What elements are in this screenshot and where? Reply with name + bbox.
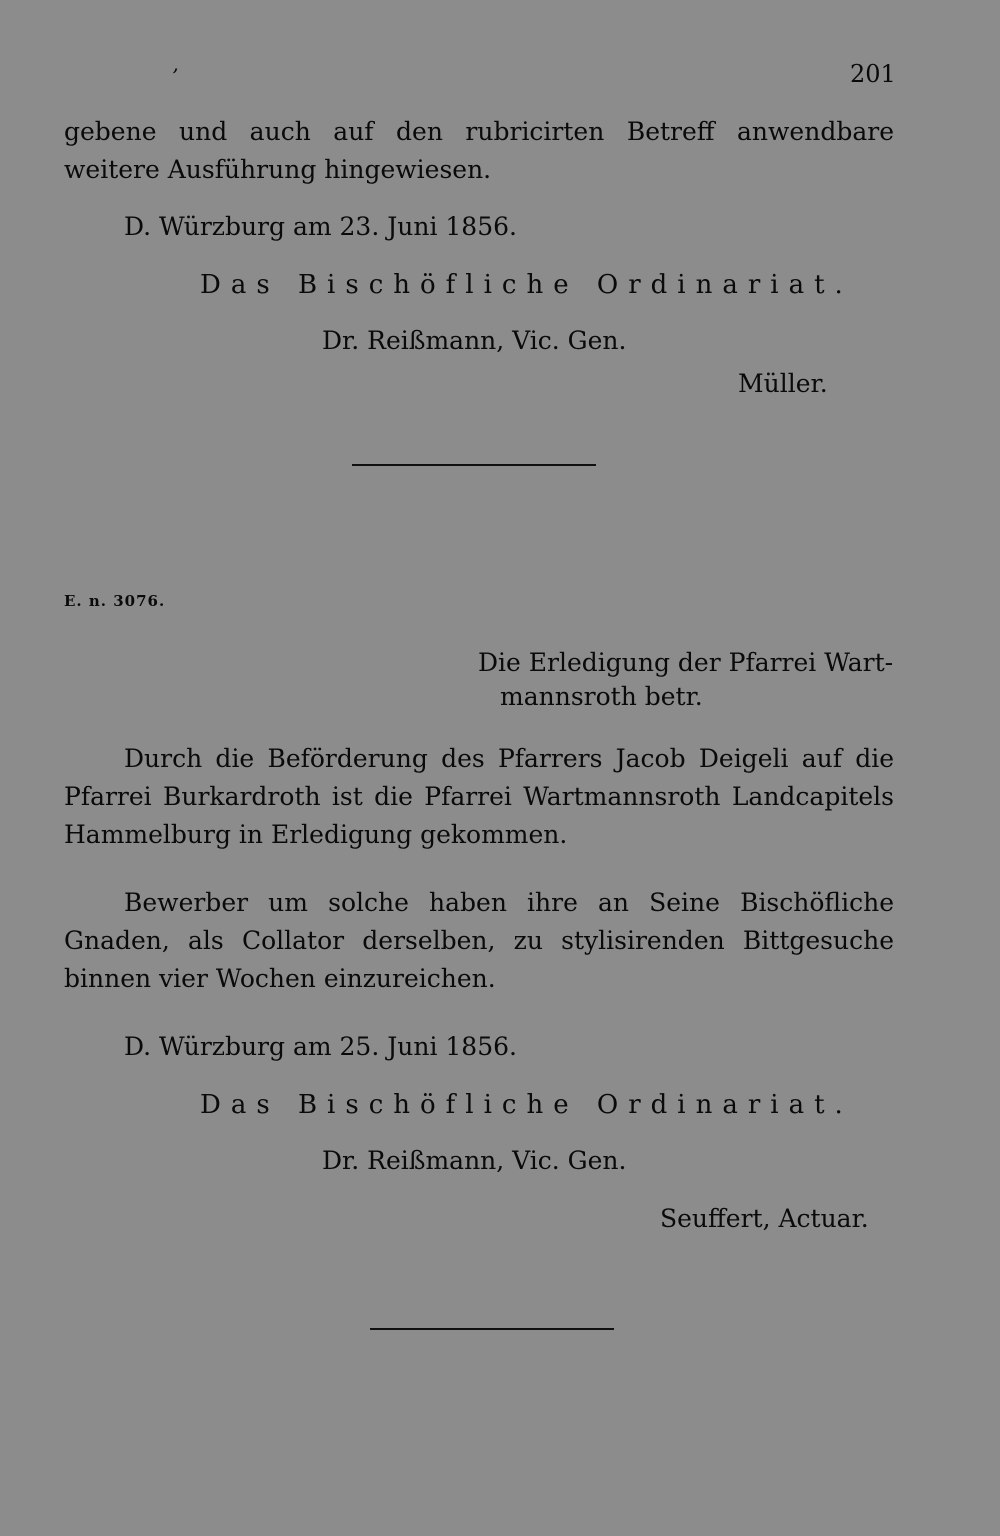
section1-issuer: Das Bischöfliche Ordinariat.	[200, 270, 853, 300]
subject-line-1: Die Erledigung der Pfarrei Wart-	[478, 648, 894, 677]
section1-paragraph: gebene und auch auf den rubricirten Betreff anwendbare weitere Ausführung hingewiesen.	[64, 117, 894, 184]
section1-date-line: D. Würzburg am 23. Juni 1856.	[124, 212, 517, 241]
section2-paragraph-2: Bewerber um solche haben ihre an Seine Bischöfliche Gnaden, als Collator derselben, zu stylisirenden Bittgesuche binnen vier Wochen einzureichen.	[64, 888, 894, 993]
section1-secretary: Müller.	[738, 369, 828, 398]
reference-number: E. n. 3076.	[64, 592, 166, 610]
section2-secretary: Seuffert, Actuar.	[660, 1204, 869, 1233]
section-divider	[352, 464, 596, 466]
section2-signatory: Dr. Reißmann, Vic. Gen.	[322, 1146, 627, 1175]
bottom-divider	[370, 1328, 614, 1330]
page-number: 201	[850, 60, 896, 88]
top-mark: ’	[172, 64, 179, 88]
subject-line-2: mannsroth betr.	[500, 682, 703, 711]
section2-date-line: D. Würzburg am 25. Juni 1856.	[124, 1032, 517, 1061]
section1-signatory: Dr. Reißmann, Vic. Gen.	[322, 326, 627, 355]
section2-paragraph-1: Durch die Beförderung des Pfarrers Jacob Deigeli auf die Pfarrei Burkardroth ist die Pfarrei Wartmannsroth Landcapitels Hammelburg in Erledigung gekommen.	[64, 744, 894, 849]
section2-issuer: Das Bischöfliche Ordinariat.	[200, 1090, 853, 1120]
